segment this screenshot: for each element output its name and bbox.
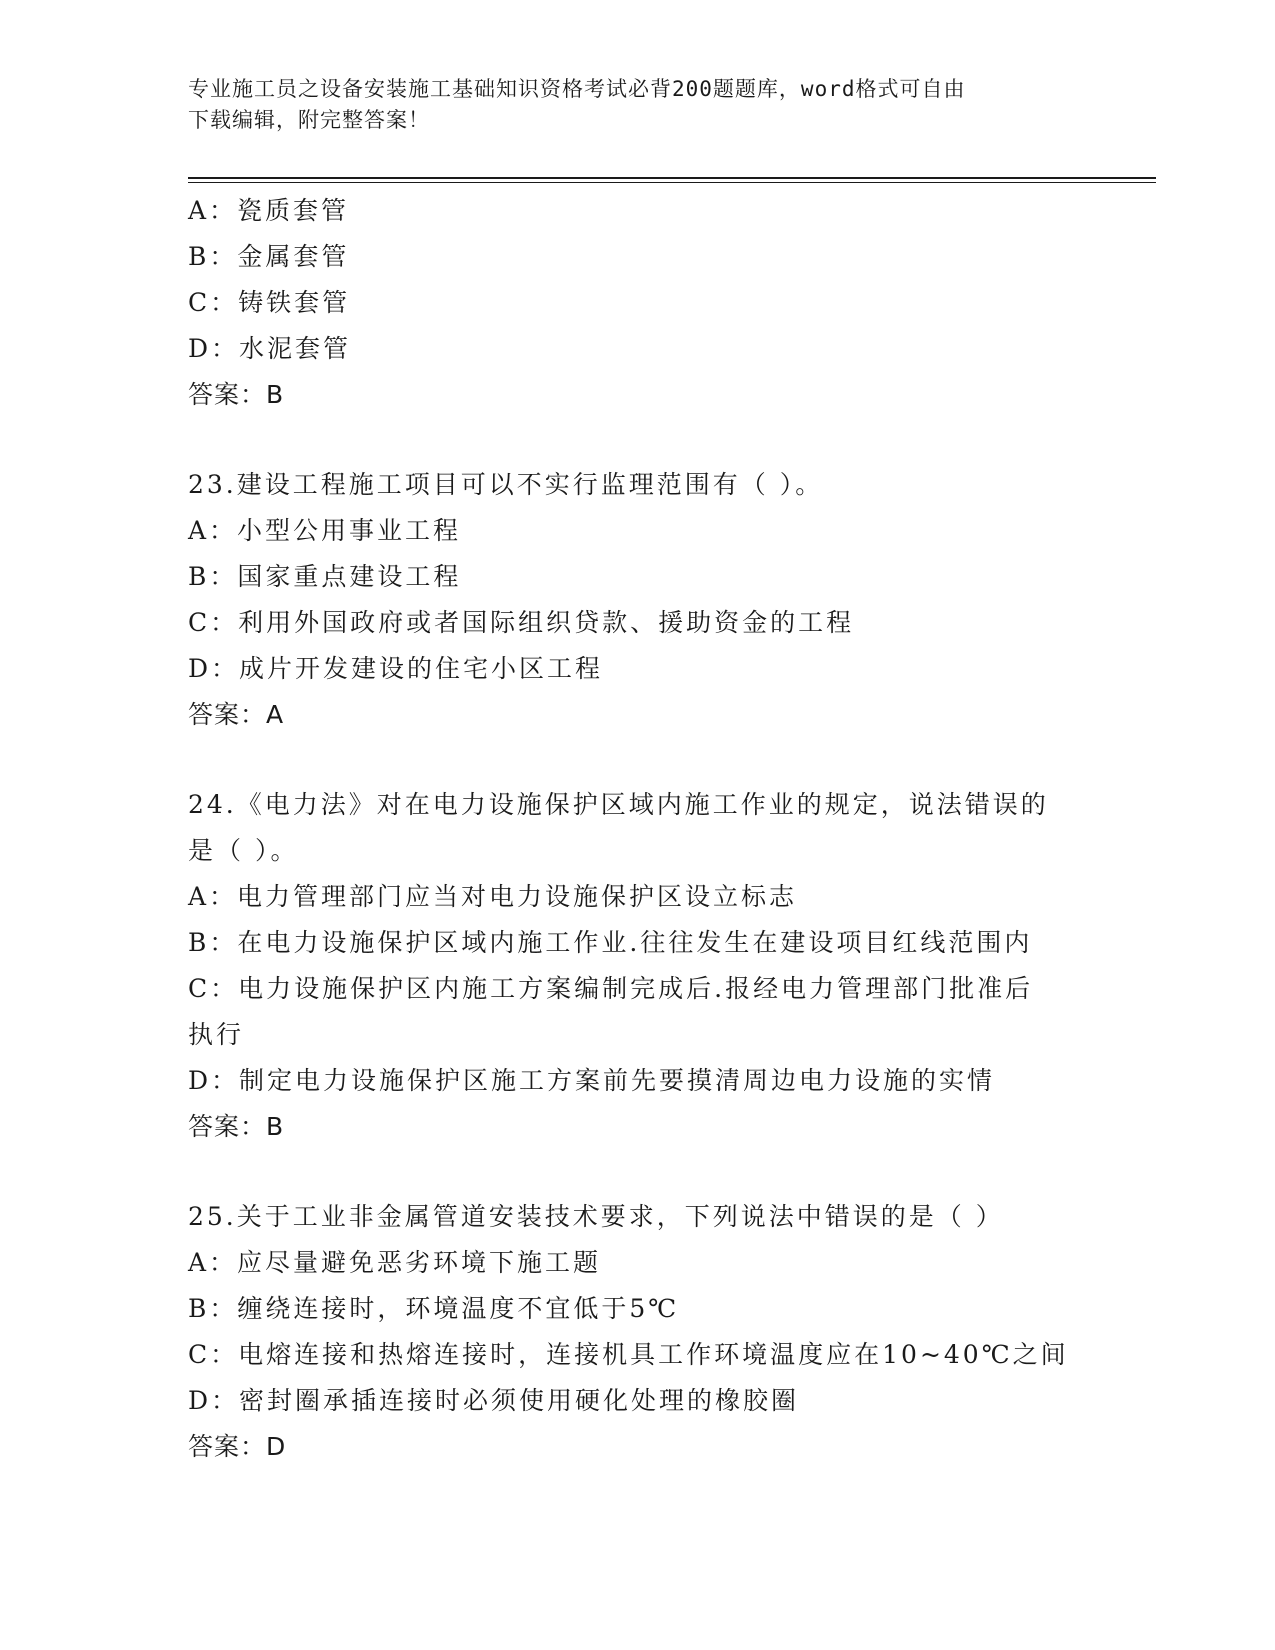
option-c: C：利用外国政府或者国际组织贷款、援助资金的工程	[188, 608, 855, 637]
option-a: A：瓷质套管	[188, 196, 350, 225]
question-23-text: 23.建设工程施工项目可以不实行监理范围有（ ）。	[188, 470, 824, 499]
answer: 答案：B	[188, 1112, 285, 1141]
question-25-block	[188, 1194, 1088, 1470]
header-divider-thick	[188, 177, 1156, 179]
answer: 答案：A	[188, 700, 285, 729]
spacer	[188, 418, 1088, 462]
option-d: D：密封圈承插连接时必须使用硬化处理的橡胶圈	[188, 1386, 800, 1415]
header-line-1: 专业施工员之设备安装施工基础知识资格考试必背200题题库，word格式可自由	[188, 77, 966, 101]
option-a: A：电力管理部门应当对电力设施保护区设立标志	[188, 882, 798, 911]
header-line-2: 下载编辑，附完整答案！	[188, 108, 430, 132]
option-b: B：国家重点建设工程	[188, 562, 462, 591]
question-list	[188, 188, 1088, 1470]
option-b: B：在电力设施保护区域内施工作业.往往发生在建设项目红线范围内	[188, 928, 1033, 957]
option-c-line-2: 执行	[188, 1020, 245, 1049]
option-d: D：制定电力设施保护区施工方案前先要摸清周边电力设施的实情	[188, 1066, 996, 1095]
option-d: D：成片开发建设的住宅小区工程	[188, 654, 604, 683]
question-24-text-line-2: 是（ ）。	[188, 836, 299, 865]
option-b: B：金属套管	[188, 242, 350, 271]
spacer	[188, 1150, 1088, 1194]
header-divider-thin	[188, 182, 1156, 183]
question-25-text: 25.关于工业非金属管道安装技术要求，下列说法中错误的是（ ）	[188, 1202, 1004, 1231]
option-d: D：水泥套管	[188, 334, 352, 363]
question-24-text-line-1: 24.《电力法》对在电力设施保护区域内施工作业的规定，说法错误的	[188, 790, 1049, 819]
question-22-block	[188, 188, 1088, 418]
document-header	[188, 74, 1068, 136]
spacer	[188, 738, 1088, 782]
question-24-block	[188, 782, 1088, 1150]
option-c: C：电熔连接和热熔连接时，连接机具工作环境温度应在10~40℃之间	[188, 1340, 1069, 1369]
option-a: A：应尽量避免恶劣环境下施工题	[188, 1248, 602, 1277]
option-c: C：铸铁套管	[188, 288, 351, 317]
option-a: A：小型公用事业工程	[188, 516, 462, 545]
answer: 答案：B	[188, 380, 285, 409]
answer: 答案：D	[188, 1432, 287, 1461]
question-23-block	[188, 462, 1088, 738]
option-c-line-1: C：电力设施保护区内施工方案编制完成后.报经电力管理部门批准后	[188, 974, 1034, 1003]
option-b: B：缠绕连接时，环境温度不宜低于5℃	[188, 1294, 680, 1323]
